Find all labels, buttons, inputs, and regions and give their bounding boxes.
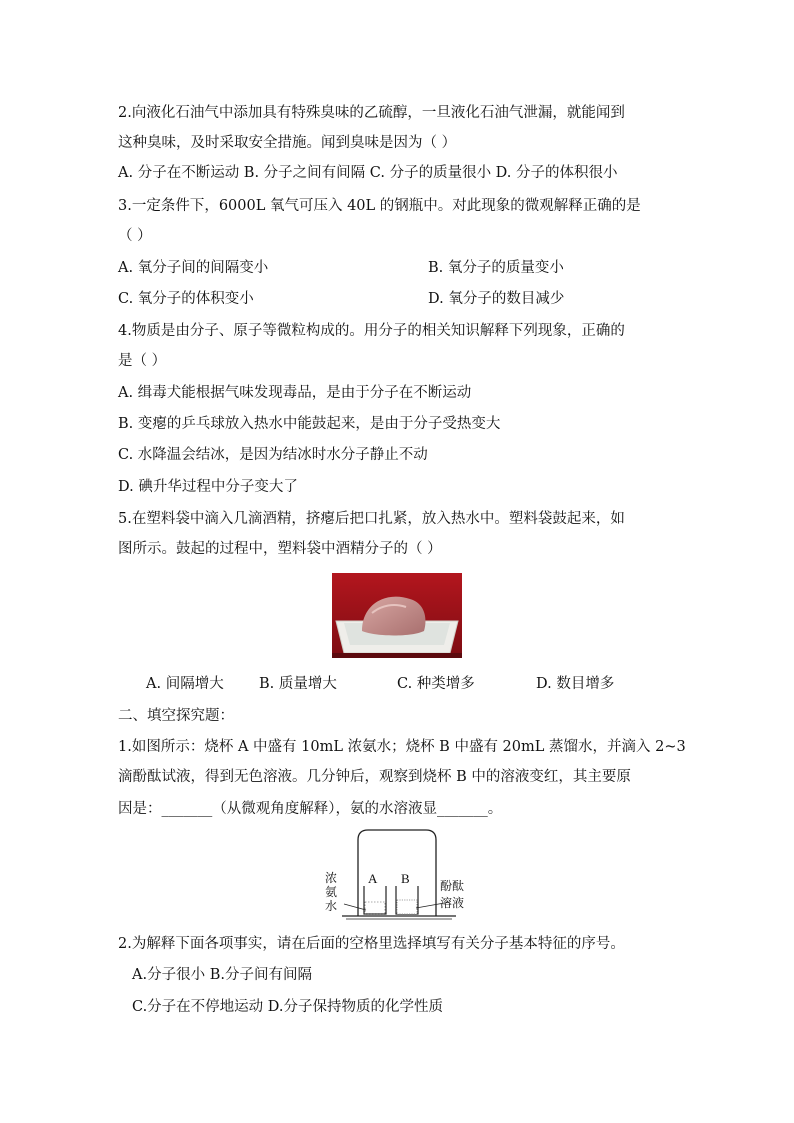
q3-option-b: B. 氧分子的质量变小	[428, 260, 564, 276]
q2-stem-line2: 这种臭味，及时采取安全措施。闻到臭味是因为（ ）	[118, 135, 457, 151]
q4-stem-line1: 4.物质是由分子、原子等微粒构成的。用分子的相关知识解释下列现象，正确的	[118, 323, 625, 339]
q5-stem-line2: 图所示。鼓起的过程中，塑料袋中酒精分子的（ ）	[118, 541, 442, 557]
plastic-bag-photo	[332, 573, 462, 658]
f2-options-line1: A.分子很小 B.分子间有间隔	[132, 967, 312, 983]
q5-option-c: C. 种类增多	[397, 676, 475, 692]
q4-option-d: D. 碘升华过程中分子变大了	[118, 479, 298, 495]
q3-option-c: C. 氧分子的体积变小	[118, 291, 254, 307]
q3-stem-line2: （ ）	[118, 228, 152, 244]
q4-option-b: B. 变瘪的乒乓球放入热水中能鼓起来，是由于分子受热变大	[118, 416, 501, 432]
q3-option-a: A. 氧分子间的间隔变小	[118, 260, 269, 276]
q3-option-d: D. 氧分子的数目减少	[428, 291, 565, 307]
section-title: 二、填空探究题：	[118, 708, 234, 724]
ammonia-beaker-diagram	[322, 828, 472, 922]
q4-option-a: A. 缉毒犬能根据气味发现毒品，是由于分子在不断运动	[118, 385, 472, 401]
f1-line2: 滴酚酞试液，得到无色溶液。几分钟后，观察到烧杯 B 中的溶液变红，其主要原	[118, 769, 631, 785]
q2-options: A. 分子在不断运动 B. 分子之间有间隔 C. 分子的质量很小 D. 分子的体积很小	[118, 165, 618, 181]
q5-option-d: D. 数目增多	[536, 676, 615, 692]
q4-stem-line2: 是（ ）	[118, 353, 167, 369]
q5-stem-line1: 5.在塑料袋中滴入几滴酒精，挤瘪后把口扎紧，放入热水中。塑料袋鼓起来，如	[118, 511, 625, 527]
beaker-a-label: A	[368, 871, 378, 886]
phenolphthalein-label-2: 溶液	[440, 896, 465, 910]
beaker-b-label: B	[401, 871, 410, 886]
q3-stem-line1: 3.一定条件下，6000L 氧气可压入 40L 的钢瓶中。对此现象的微观解释正确的是	[118, 198, 641, 214]
ammonia-label-1: 浓	[325, 871, 338, 885]
q2-stem-line1: 2.向液化石油气中添加具有特殊臭味的乙硫醇，一旦液化石油气泄漏，就能闻到	[118, 105, 625, 121]
q5-option-a: A. 间隔增大	[146, 676, 224, 692]
f1-line1: 1.如图所示：烧杯 A 中盛有 10mL 浓氨水；烧杯 B 中盛有 20mL 蒸馏水，并滴入 2~3	[118, 739, 686, 755]
ammonia-label-3: 水	[325, 899, 338, 913]
phenolphthalein-label-1: 酚酞	[440, 879, 465, 893]
q5-option-b: B. 质量增大	[259, 676, 337, 692]
f1-line3: 因是：_______（从微观角度解释），氨的水溶液显_______。	[118, 801, 503, 817]
f2-options-line2: C.分子在不停地运动 D.分子保持物质的化学性质	[132, 999, 444, 1015]
f2-stem: 2.为解释下面各项事实，请在后面的空格里选择填写有关分子基本特征的序号。	[118, 936, 625, 952]
ammonia-label-2: 氨	[325, 885, 338, 899]
q4-option-c: C. 水降温会结冰，是因为结冰时水分子静止不动	[118, 447, 428, 463]
